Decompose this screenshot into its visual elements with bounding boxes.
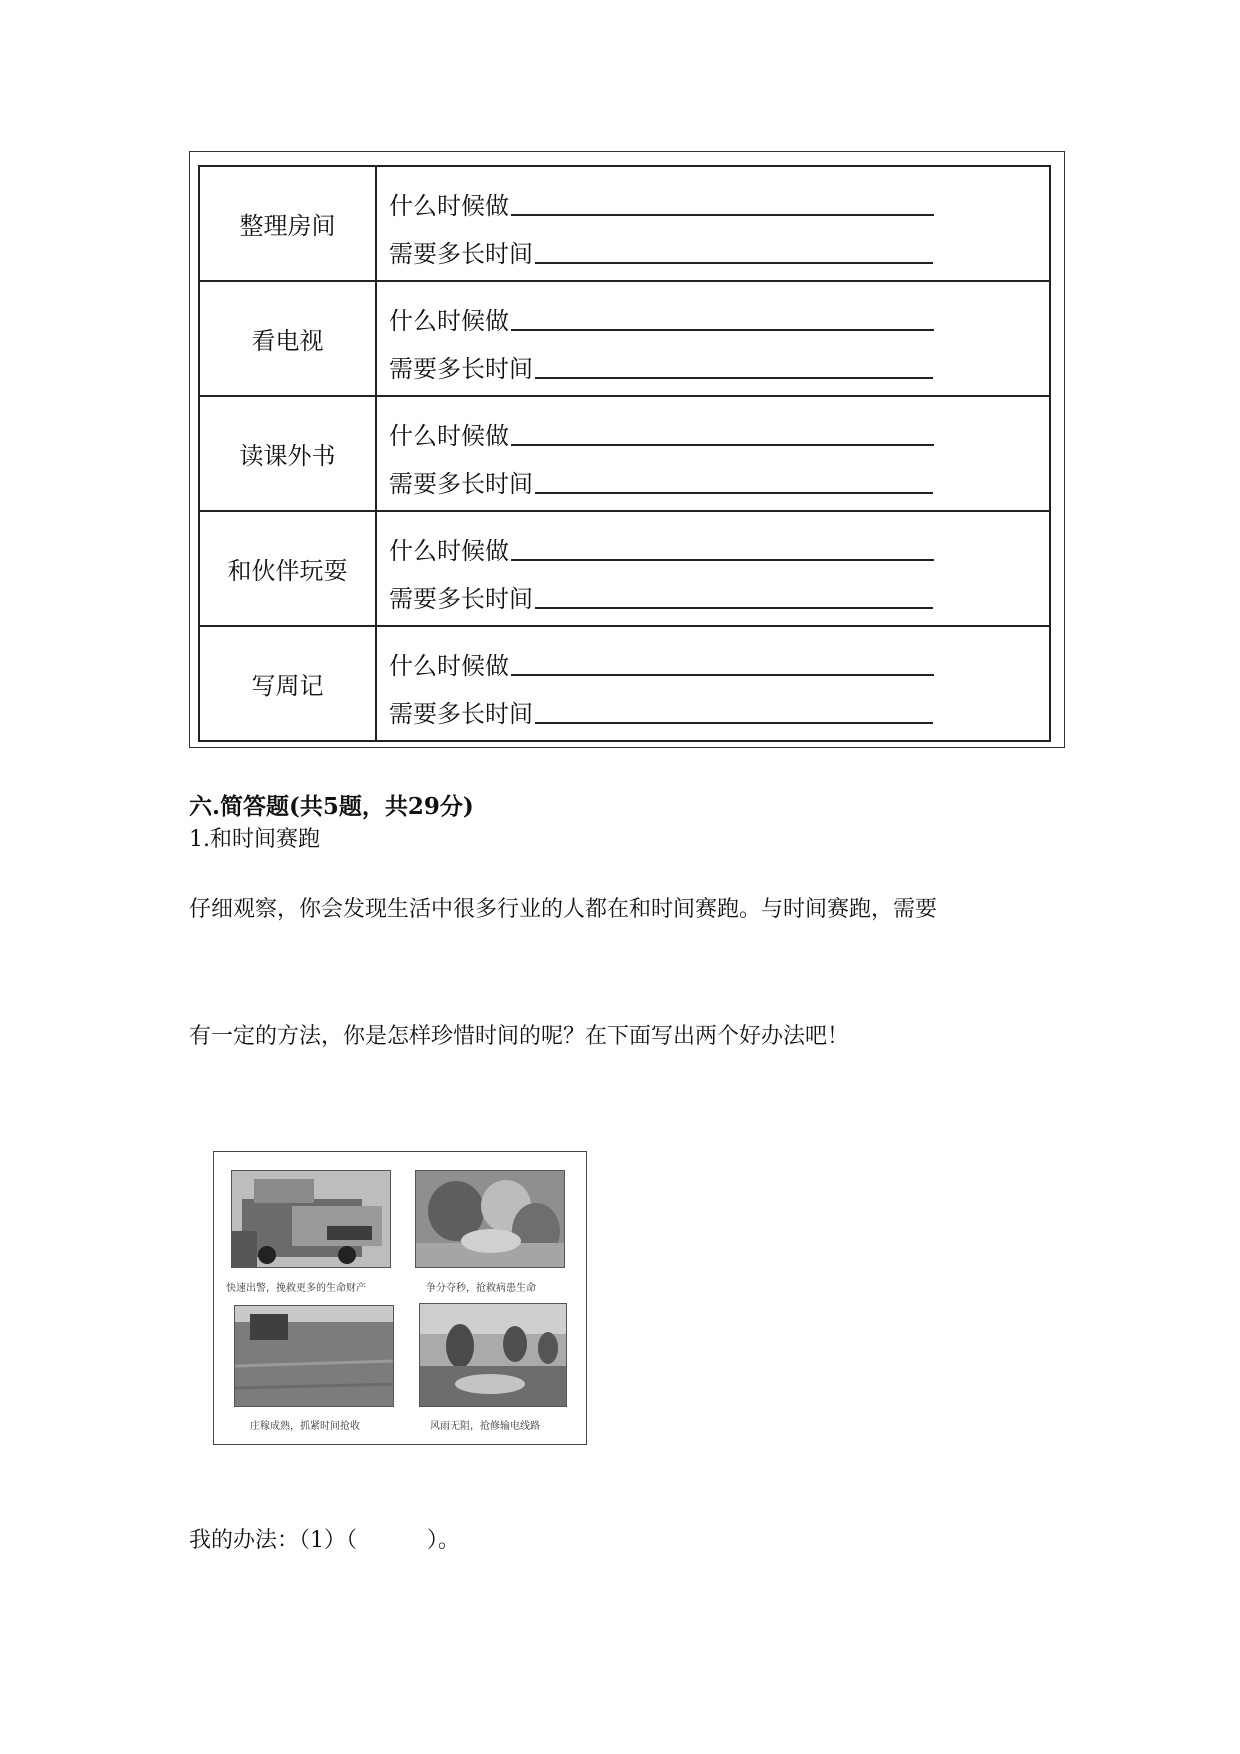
- photo-caption: 争分夺秒，抢救病患生命: [426, 1283, 536, 1294]
- photo-caption: 庄稼成熟，抓紧时间抢收: [250, 1421, 360, 1432]
- photo-caption: 快速出警，挽救更多的生命财产: [226, 1283, 366, 1294]
- task-name: 写周记: [199, 626, 376, 741]
- task-table-frame: [189, 151, 1065, 748]
- duration-blank[interactable]: [535, 376, 933, 379]
- question-paragraph-2: 有一定的方法，你是怎样珍惜时间的呢？在下面写出两个好办法吧！: [189, 1024, 850, 1049]
- when-line: 什么时候做: [377, 403, 1049, 451]
- when-line: 什么时候做: [377, 518, 1049, 566]
- task-name: 读课外书: [199, 396, 376, 511]
- task-name: 和伙伴玩耍: [199, 511, 376, 626]
- duration-line: 需要多长时间: [377, 566, 1049, 614]
- when-blank[interactable]: [511, 443, 934, 446]
- photo-harvest: [234, 1305, 394, 1407]
- duration-blank[interactable]: [535, 606, 933, 609]
- table-row: [199, 626, 1050, 741]
- task-name: 整理房间: [199, 166, 376, 281]
- section-title: 六.简答题(共5题，共29分): [189, 793, 474, 820]
- when-blank[interactable]: [511, 558, 934, 561]
- photo-caption: 风雨无阻，抢修输电线路: [430, 1421, 540, 1432]
- duration-line: 需要多长时间: [377, 221, 1049, 269]
- photo-collage: [213, 1151, 587, 1445]
- duration-blank[interactable]: [535, 491, 933, 494]
- answer-line: 我的办法：（1）（ ）。: [189, 1528, 460, 1553]
- photo-rescue-truck: [231, 1170, 391, 1268]
- question-paragraph-1: 仔细观察，你会发现生活中很多行业的人都在和时间赛跑。与时间赛跑，需要: [189, 897, 938, 922]
- duration-line: 需要多长时间: [377, 451, 1049, 499]
- table-row: [199, 511, 1050, 626]
- task-plan-table: [198, 165, 1051, 742]
- photo-surgery: [415, 1170, 565, 1268]
- table-row: [199, 281, 1050, 396]
- when-blank[interactable]: [511, 328, 934, 331]
- when-blank[interactable]: [511, 213, 934, 216]
- when-line: 什么时候做: [377, 633, 1049, 681]
- table-row: [199, 396, 1050, 511]
- photo-repair-crew: [419, 1303, 567, 1407]
- when-line: 什么时候做: [377, 173, 1049, 221]
- when-blank[interactable]: [511, 673, 934, 676]
- duration-line: 需要多长时间: [377, 336, 1049, 384]
- question-title: 1.和时间赛跑: [189, 827, 320, 852]
- when-line: 什么时候做: [377, 288, 1049, 336]
- duration-blank[interactable]: [535, 261, 933, 264]
- duration-blank[interactable]: [535, 721, 933, 724]
- duration-line: 需要多长时间: [377, 681, 1049, 729]
- table-row: [199, 166, 1050, 281]
- task-name: 看电视: [199, 281, 376, 396]
